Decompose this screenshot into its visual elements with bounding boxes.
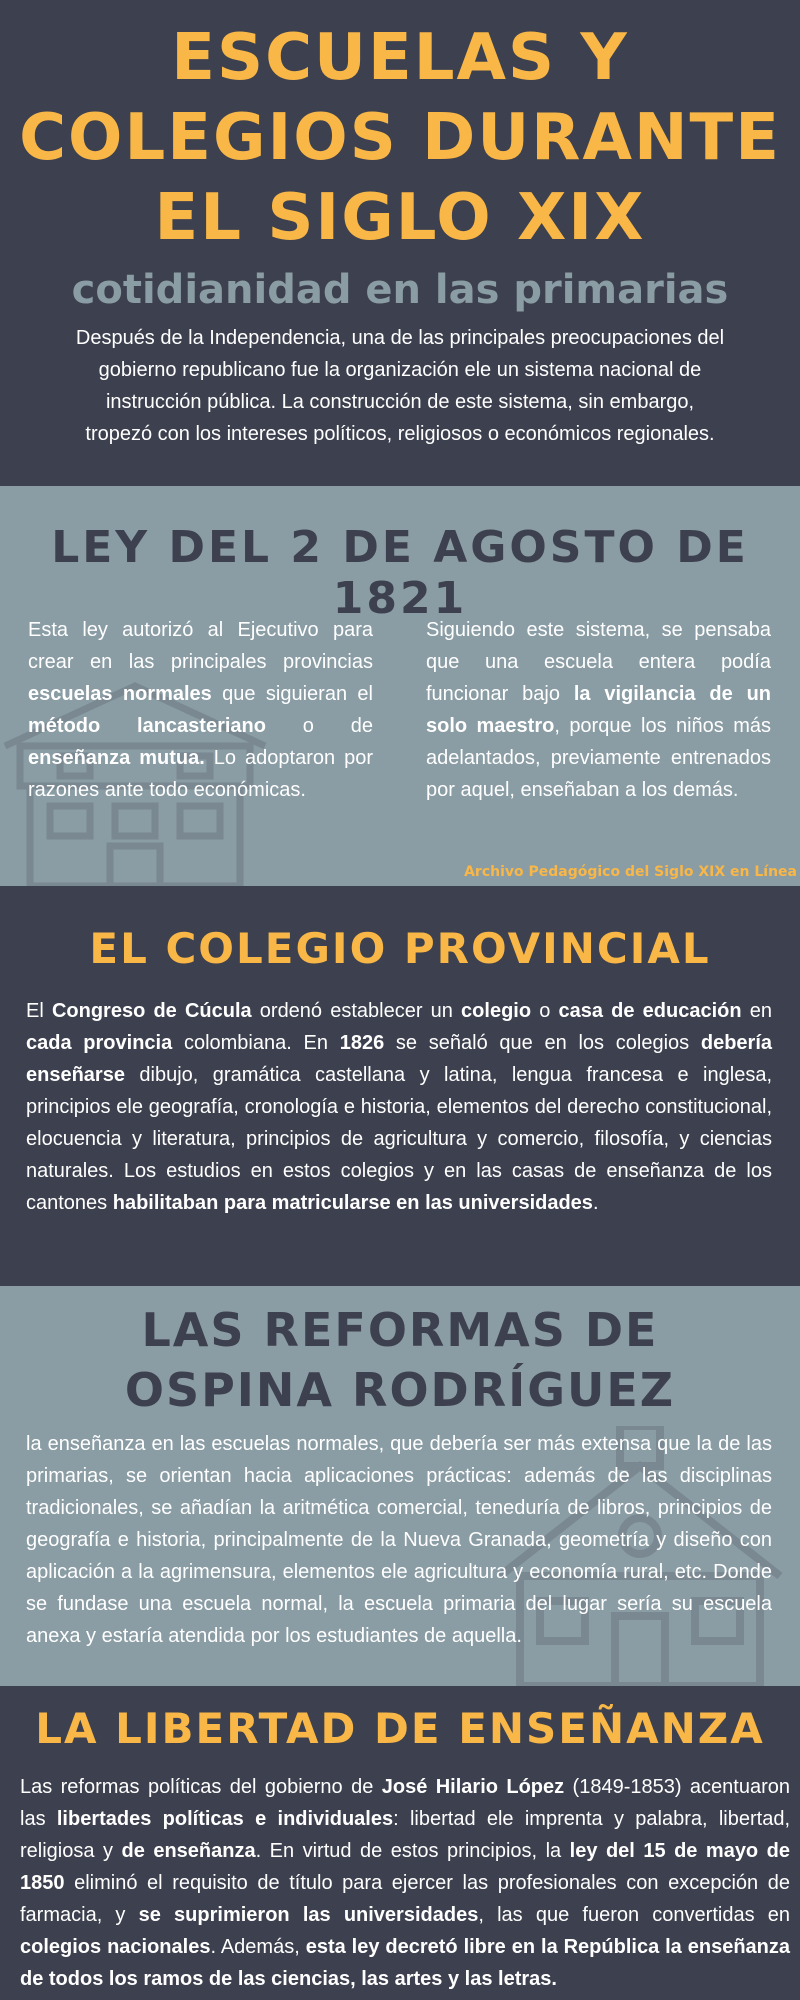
text-run: se señaló que en los colegios [384,1032,701,1054]
bold-text: 1826 [339,1032,385,1054]
bold-text: ley del 15 de mayo de 1850 [20,1840,790,1894]
text-run: eliminó el requisito de título para ejercer las profesionales con excepción de farmacia, y [20,1872,790,1926]
bold-text: colegios nacionales [20,1936,211,1958]
law-section [0,486,800,886]
reformas-paragraph: la enseñanza en las escuelas normales, que debería ser más extensa que la de las primarias, se orientan hacia aplicaciones prácticas: además de las disciplinas tradicionales, se añadían la aritmética comercial, teneduría de libros, principios de geografía e historia, principalmente de la Nueva Granada, geometría y diseño con aplicación a la agrimensura, elementos ele agricultura y economía rural, etc. Donde se fundase una escuela normal, la escuela primaria del lugar sería su escuela anexa y estaría atendida por los estudiantes de aquella. [26,1433,772,1647]
text-run: Siguiendo este sistema, se pensaba que una escuela entera podía funcionar bajo [426,619,771,705]
text-run: . [592,1192,599,1214]
text-run: colombiana. En [172,1032,340,1054]
colegio-title: EL COLEGIO PROVINCIAL [89,924,711,973]
law-left-paragraph [28,614,373,806]
text-run: . Además, [210,1936,306,1958]
main-title: ESCUELAS Y COLEGIOS DURANTE EL SIGLO XIX [19,21,781,255]
libertad-section [0,1686,800,2000]
intro-paragraph: Después de la Independencia, una de las principales preocupaciones del gobierno republicano fue la organización ele un sistema nacional de instrucción pública. La construcción de este sistema, sin embargo, tropezó con los intereses políticos, religiosos o económicos regionales. [75,327,725,445]
text-run: ordenó establecer un [251,1000,462,1022]
bold-text: Congreso de Cúcula [51,1000,252,1022]
text-run: , las que fueron convertidas en [478,1904,790,1926]
text-run: . En virtud de estos principios, la [255,1840,570,1862]
text-run: dibujo, gramática castellana y latina, lengua francesa e inglesa, principios ele geografía, cronología e historia, elementos del derecho constitucional, elocuencia y literatura, principios de agricultura y comercio, filosofía, y ciencias naturales. Los estudios en estos colegios y en las casas de enseñanza de los cantones [26,1064,772,1214]
text-run: o de [265,715,373,737]
colegio-paragraph [26,995,772,1219]
text-run: Esta ley autorizó al Ejecutivo para crear en las principales provincias [28,619,373,673]
libertad-title: LA LIBERTAD DE ENSEÑANZA [35,1704,765,1753]
bold-text: colegio [461,1000,532,1022]
reformas-title-line1: LAS REFORMAS DE [141,1303,659,1357]
header-section [0,0,800,486]
reformas-title-line2: OSPINA RODRÍGUEZ [124,1363,676,1417]
text-run: El [26,1000,52,1022]
bold-text: método lancasteriano [28,715,266,737]
bold-text: la vigilancia de un solo maestro [426,683,771,737]
law-title: LEY DEL 2 DE AGOSTO DE 1821 [51,522,749,624]
colegio-section [0,886,800,1286]
bold-text: esta ley decretó libre en la República la enseñanza de todos los ramos de las ciencias, las artes y las letras. [20,1936,791,1990]
text-run: que siguieran el [211,683,373,705]
text-run: (1849-1853) acentuaron las [20,1776,790,1830]
bold-text: cada provincia [26,1032,173,1054]
text-run: en [741,1000,772,1022]
bold-text: casa de educación [558,1000,742,1022]
libertad-paragraph [20,1771,790,1995]
bold-text: escuelas normales [28,683,212,705]
text-run: o [531,1000,559,1022]
bold-text: de enseñanza [121,1840,256,1862]
bold-text: debería enseñarse [26,1032,773,1086]
source-credit: Archivo Pedagógico del Siglo XIX en Línea [464,864,797,880]
subtitle: cotidianidad en las primarias [71,267,729,313]
text-run: Lo adoptaron por razones ante todo económicas. [28,747,373,801]
text-run: : libertad ele imprenta y palabra, libertad, religiosa y [20,1808,791,1862]
law-right-paragraph [426,614,771,806]
bold-text: habilitaban para matricularse en las universidades [112,1192,593,1214]
text-run: , porque los niños más adelantados, previamente entrenados por aquel, enseñaban a los demás. [426,715,771,801]
reformas-title [0,1300,800,1420]
reformas-section [0,1286,800,1686]
text-run: Las reformas políticas del gobierno de [20,1776,382,1798]
bold-text: libertades políticas e individuales [56,1808,394,1830]
bold-text: se suprimieron las universidades [138,1904,479,1926]
bold-text: José Hilario López [381,1776,565,1798]
bold-text: enseñanza mutua. [28,747,205,769]
